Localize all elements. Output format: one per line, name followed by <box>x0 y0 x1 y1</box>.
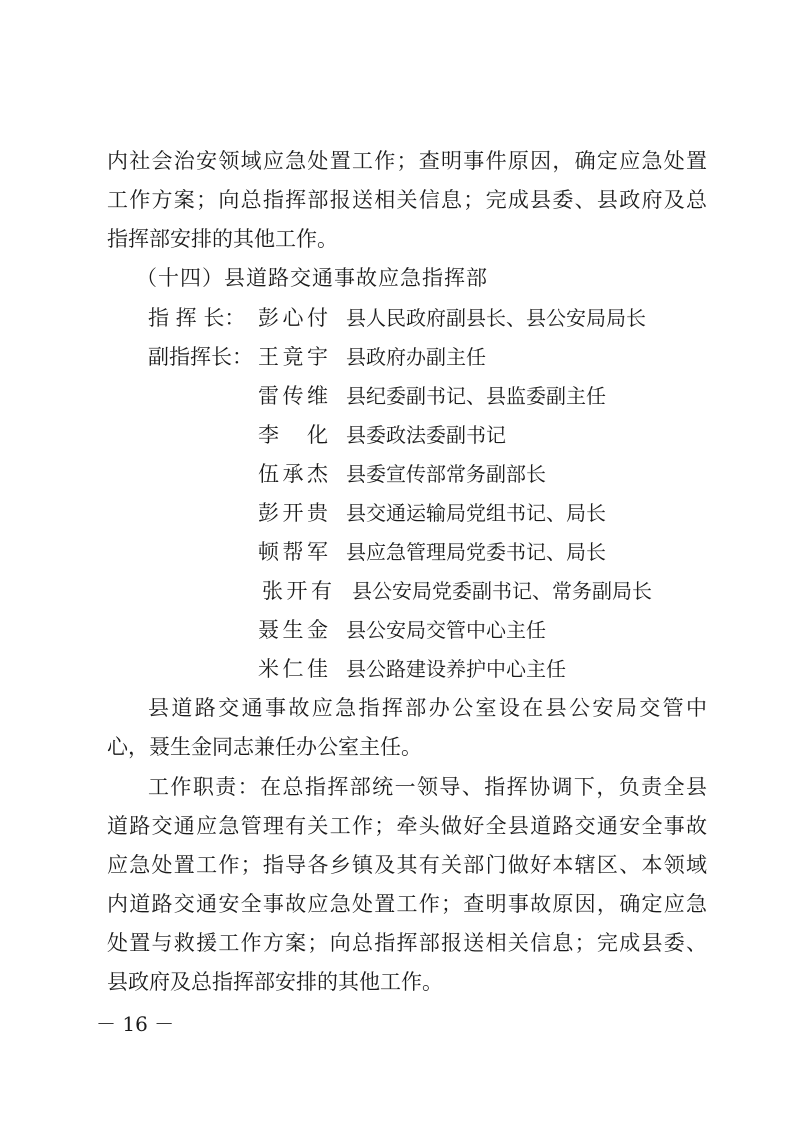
deputy-name: 王竟宇 <box>258 345 328 369</box>
office-line-1: 县道路交通事故应急指挥部办公室设在县公安局交管中 <box>148 696 707 720</box>
duty-line-3: 应急处置工作；指导各乡镇及其有关部门做好本辖区、本领域 <box>107 853 707 877</box>
duty-line-6: 县政府及总指挥部安排的其他工作。 <box>107 970 443 994</box>
deputy-title: 县纪委副书记、县监委副主任 <box>346 384 606 408</box>
deputy-title: 县应急管理局党委书记、局长 <box>346 540 606 564</box>
duty-line-5: 处置与救援工作方案；向总指挥部报送相关信息；完成县委、 <box>107 931 707 955</box>
duty-line-2: 道路交通应急管理有关工作；牵头做好全县道路交通安全事故 <box>107 814 707 838</box>
deputy-title: 县公安局交管中心主任 <box>346 618 546 642</box>
section-heading: （十四）县道路交通事故应急指挥部 <box>136 266 488 290</box>
deputy-label: 副指挥长： <box>148 345 253 369</box>
commander-label: 指 挥 长： <box>148 306 246 330</box>
duty-line-4: 内道路交通安全事故应急处置工作；查明事故原因，确定应急 <box>107 892 707 916</box>
duty-line-1: 工作职责：在总指挥部统一领导、指挥协调下，负责全县 <box>148 775 707 799</box>
commander-title: 县人民政府副县长、县公安局局长 <box>346 306 646 330</box>
deputy-name: 李 化 <box>258 423 328 447</box>
commander-name: 彭心付 <box>258 306 328 330</box>
deputy-title: 县委政法委副书记 <box>346 423 506 447</box>
deputy-name: 聂生金 <box>258 618 328 642</box>
deputy-name: 顿帮军 <box>258 540 328 564</box>
deputy-title: 县交通运输局党组书记、局长 <box>346 501 606 525</box>
intro-line-3: 指挥部安排的其他工作。 <box>107 227 338 251</box>
deputy-title: 县公安局党委副书记、常务副局长 <box>352 579 652 603</box>
deputy-name: 米仁佳 <box>258 657 328 681</box>
deputy-name: 彭开贵 <box>258 501 328 525</box>
deputy-title: 县公路建设养护中心主任 <box>346 657 566 681</box>
deputy-title: 县政府办副主任 <box>346 345 486 369</box>
intro-line-1: 内社会治安领域应急处置工作；查明事件原因，确定应急处置 <box>107 149 707 173</box>
page-number: － 16 － <box>96 1012 175 1036</box>
deputy-name: 伍承杰 <box>258 462 328 486</box>
intro-line-2: 工作方案；向总指挥部报送相关信息；完成县委、县政府及总 <box>107 188 707 212</box>
deputy-name: 雷传维 <box>258 384 328 408</box>
office-line-2: 心，聂生金同志兼任办公室主任。 <box>107 735 422 759</box>
deputy-title: 县委宣传部常务副部长 <box>346 462 546 486</box>
deputy-name: 张开有 <box>262 579 332 603</box>
